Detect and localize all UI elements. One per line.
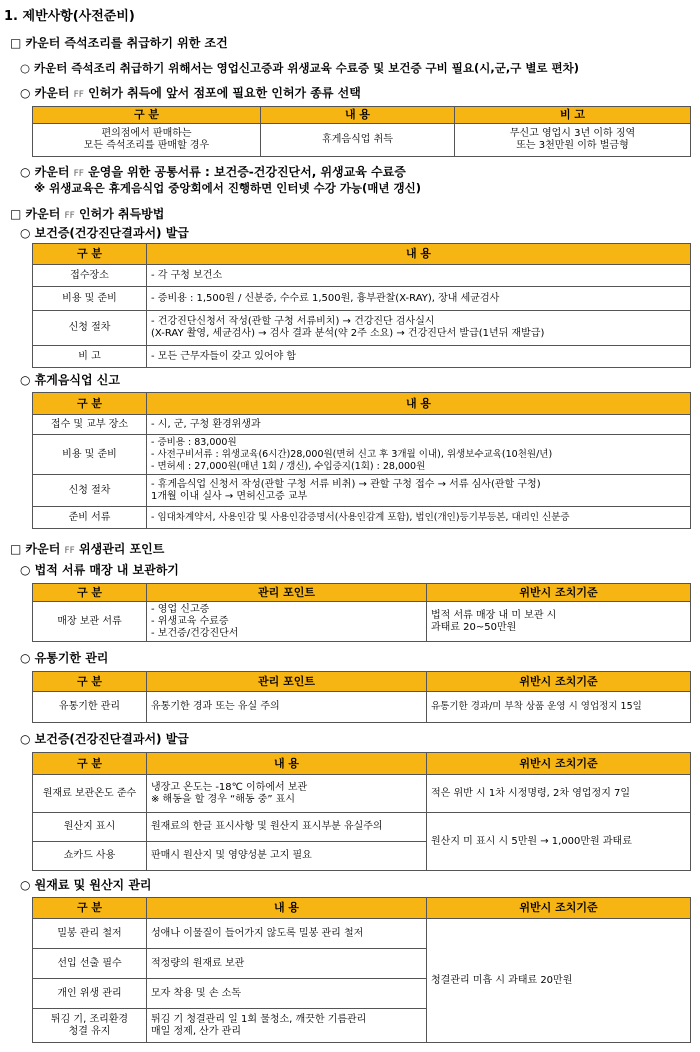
health-header-category: 구 분 — [33, 244, 147, 265]
ingredients-header-penalty: 위반시 조치기준 — [427, 898, 691, 919]
permit-header-remark: 비 고 — [455, 107, 691, 124]
table-row-label: 접수장소 — [33, 265, 147, 287]
table-row-label: 선입 선출 필수 — [33, 949, 147, 979]
permit-table — [32, 106, 691, 157]
ff-label: FF — [73, 90, 84, 100]
bullet-requirements: ○ 카운터 즉석조리 취급하기 위해서는 영업신고증과 위생교육 수료증 및 보건증 구비 필요(시,군,구 별로 편차) — [20, 61, 580, 75]
table-row-content: 판매시 원산지 및 영양성분 고지 필요 — [147, 842, 427, 871]
table-row-content: - 휴게음식업 신청서 작성(관할 구청 서류 비취) → 관할 구청 접수 → 서류 심사(관할 구청) 1개월 이내 실사 → 면허신고증 교부 — [147, 475, 691, 507]
expiry-header-penalty: 위반시 조치기준 — [427, 672, 691, 692]
heading-permit-acquisition — [10, 207, 164, 223]
table-row-penalty: 유통기한 경과/미 부착 상품 운영 시 영업정지 15일 — [427, 692, 691, 723]
subheading-health-cert-2: ○ 보건증(건강진단결과서) 발급 — [20, 732, 189, 746]
table-row-label: 신청 절차 — [33, 311, 147, 346]
legal-header-penalty: 위반시 조치기준 — [427, 584, 691, 602]
table-row-content: - 건강진단신청서 작성(관할 구청 서류비치) → 건강진단 검사실시 (X-RAY 촬영, 세균검사) → 검사 결과 분석(약 2주 소요) → 건강진단서 발급(1년뒤 재발급) — [147, 311, 691, 346]
table-row-label: 밀봉 관리 철저 — [33, 919, 147, 949]
rest-header-content: 내 용 — [147, 393, 691, 415]
ingredients-header-content: 내 용 — [147, 898, 427, 919]
rest-header-category: 구 분 — [33, 393, 147, 415]
table-row-content: 튀김 기 청결관리 일 1회 물청소, 깨끗한 기름관리 매일 정제, 산가 관리 — [147, 1009, 427, 1043]
subheading-expiry: ○ 유통기한 관리 — [20, 651, 109, 665]
bullet-permit-select-pre: ○ 카운터 — [20, 86, 70, 100]
ingredients-header-category: 구 분 — [33, 898, 147, 919]
storage-origin-table — [32, 752, 691, 871]
table-row-content: - 임대차계약서, 사용인감 및 사용인감증명서(사용인감계 포함), 법인(개인)등기부등본, 대리인 신분증 — [147, 507, 691, 529]
permit-header-content: 내 용 — [261, 107, 455, 124]
table-row-label: 접수 및 교부 장소 — [33, 415, 147, 435]
expiry-header-point: 관리 포인트 — [147, 672, 427, 692]
table-row-label: 비용 및 준비 — [33, 287, 147, 311]
table-row-content: 성애나 이물질이 들어가지 않도록 밀봉 관리 철저 — [147, 919, 427, 949]
table-row-label: 개인 위생 관리 — [33, 979, 147, 1009]
table-row-content: - 증비용 : 83,000원 - 사전구비서류 : 위생교육(6시간)28,000원(면허 신고 후 3개월 이내), 위생보수교육(10천원/년) - 면허세 : 27,000원(매년 1회 / 갱신), 수입증지(1회) : 28,000원 — [147, 435, 691, 475]
bullet-common-docs — [20, 165, 406, 181]
ff-label: FF — [64, 546, 75, 556]
table-row-content: 원재료의 한글 표시사항 및 원산지 표시부분 유실주의 — [147, 813, 427, 842]
heading-counter-conditions: □ 카운터 즉석조리를 취급하기 위한 조건 — [10, 36, 228, 50]
restaurant-report-table — [32, 392, 691, 529]
health-cert-table — [32, 243, 691, 368]
table-row-penalty: 법적 서류 매장 내 미 보관 시 과태료 20~50만원 — [427, 602, 691, 642]
permit-cell-remark: 무신고 영업시 3년 이하 징역 또는 3천만원 이하 벌금형 — [455, 124, 691, 157]
bullet-common-docs-post: 운영을 위한 공통서류 : 보건증-건강진단서, 위생교육 수료증 — [88, 165, 406, 179]
table-row-label: 유통기한 관리 — [33, 692, 147, 723]
health-header-content: 내 용 — [147, 244, 691, 265]
bullet-common-docs-pre: ○ 카운터 — [20, 165, 70, 179]
table-row-label: 신청 절차 — [33, 475, 147, 507]
expiry-header-category: 구 분 — [33, 672, 147, 692]
ingredients-table — [32, 897, 691, 1043]
storage-header-content: 내 용 — [147, 753, 427, 775]
table-row-content: - 각 구청 보건소 — [147, 265, 691, 287]
heading-hygiene-points — [10, 542, 164, 558]
permit-cell-content: 휴게음식업 취득 — [261, 124, 455, 157]
table-row-label: 튀김 기, 조리환경 청결 유지 — [33, 1009, 147, 1043]
table-row-content: 모자 착용 및 손 소독 — [147, 979, 427, 1009]
heading-hygiene-points-pre: □ 카운터 — [10, 542, 61, 556]
heading-permit-acquisition-pre: □ 카운터 — [10, 207, 61, 221]
table-row-content: - 모든 근무자들이 갖고 있어야 함 — [147, 346, 691, 368]
storage-header-penalty: 위반시 조치기준 — [427, 753, 691, 775]
table-row-content: - 증비용 : 1,500원 / 신분증, 수수료 1,500원, 흉부관찰(X-RAY), 장내 세균검사 — [147, 287, 691, 311]
table-row-penalty: 적은 위반 시 1차 시정명령, 2차 영업정지 7일 — [427, 775, 691, 813]
table-row-content: - 영업 신고증 - 위생교육 수료증 - 보건증/건강진단서 — [147, 602, 427, 642]
table-row-label: 비 고 — [33, 346, 147, 368]
bullet-permit-select-post: 인허가 취득에 앞서 점포에 필요한 인허가 종류 선택 — [88, 86, 361, 100]
bullet-permit-select — [20, 86, 361, 102]
table-row-penalty: 청결관리 미흡 시 과태료 20만원 — [427, 919, 691, 1043]
table-row-label: 쇼카드 사용 — [33, 842, 147, 871]
note-hygiene-education: ※ 위생교육은 휴게음식업 중앙회에서 진행하면 인터넷 수강 가능(매년 갱신) — [34, 181, 421, 195]
table-row-penalty: 원산지 미 표시 시 5만원 → 1,000만원 과태료 — [427, 813, 691, 871]
subheading-health-cert: ○ 보건증(건강진단결과서) 발급 — [20, 226, 189, 240]
ff-label: FF — [64, 211, 75, 221]
storage-header-category: 구 분 — [33, 753, 147, 775]
table-row-content: - 시, 군, 구청 환경위생과 — [147, 415, 691, 435]
table-row-label: 준비 서류 — [33, 507, 147, 529]
table-row-label: 원재료 보관온도 준수 — [33, 775, 147, 813]
table-row-content: 냉장고 온도는 -18℃ 이하에서 보관 ※ 해동을 할 경우 “해동 중” 표시 — [147, 775, 427, 813]
permit-cell-category: 편의점에서 판매하는 모든 즉석조리를 판매할 경우 — [33, 124, 261, 157]
subheading-legal-docs: ○ 법적 서류 매장 내 보관하기 — [20, 563, 179, 577]
table-row-label: 원산지 표시 — [33, 813, 147, 842]
section-title-prep: 1. 제반사항(사전준비) — [4, 9, 135, 24]
subheading-ingredients-origin: ○ 원재료 및 원산지 관리 — [20, 878, 152, 892]
legal-header-point: 관리 포인트 — [147, 584, 427, 602]
legal-header-category: 구 분 — [33, 584, 147, 602]
table-row-label: 비용 및 준비 — [33, 435, 147, 475]
subheading-restaurant-report: ○ 휴게음식업 신고 — [20, 373, 120, 387]
permit-header-category: 구 분 — [33, 107, 261, 124]
heading-hygiene-points-post: 위생관리 포인트 — [79, 542, 165, 556]
table-row-content: 유통기한 경과 또는 유실 주의 — [147, 692, 427, 723]
table-row-label: 매장 보관 서류 — [33, 602, 147, 642]
legal-docs-table — [32, 583, 691, 642]
table-row-content: 적정량의 원재료 보관 — [147, 949, 427, 979]
ff-label: FF — [73, 169, 84, 179]
heading-permit-acquisition-post: 인허가 취득방법 — [79, 207, 165, 221]
expiry-table — [32, 671, 691, 723]
